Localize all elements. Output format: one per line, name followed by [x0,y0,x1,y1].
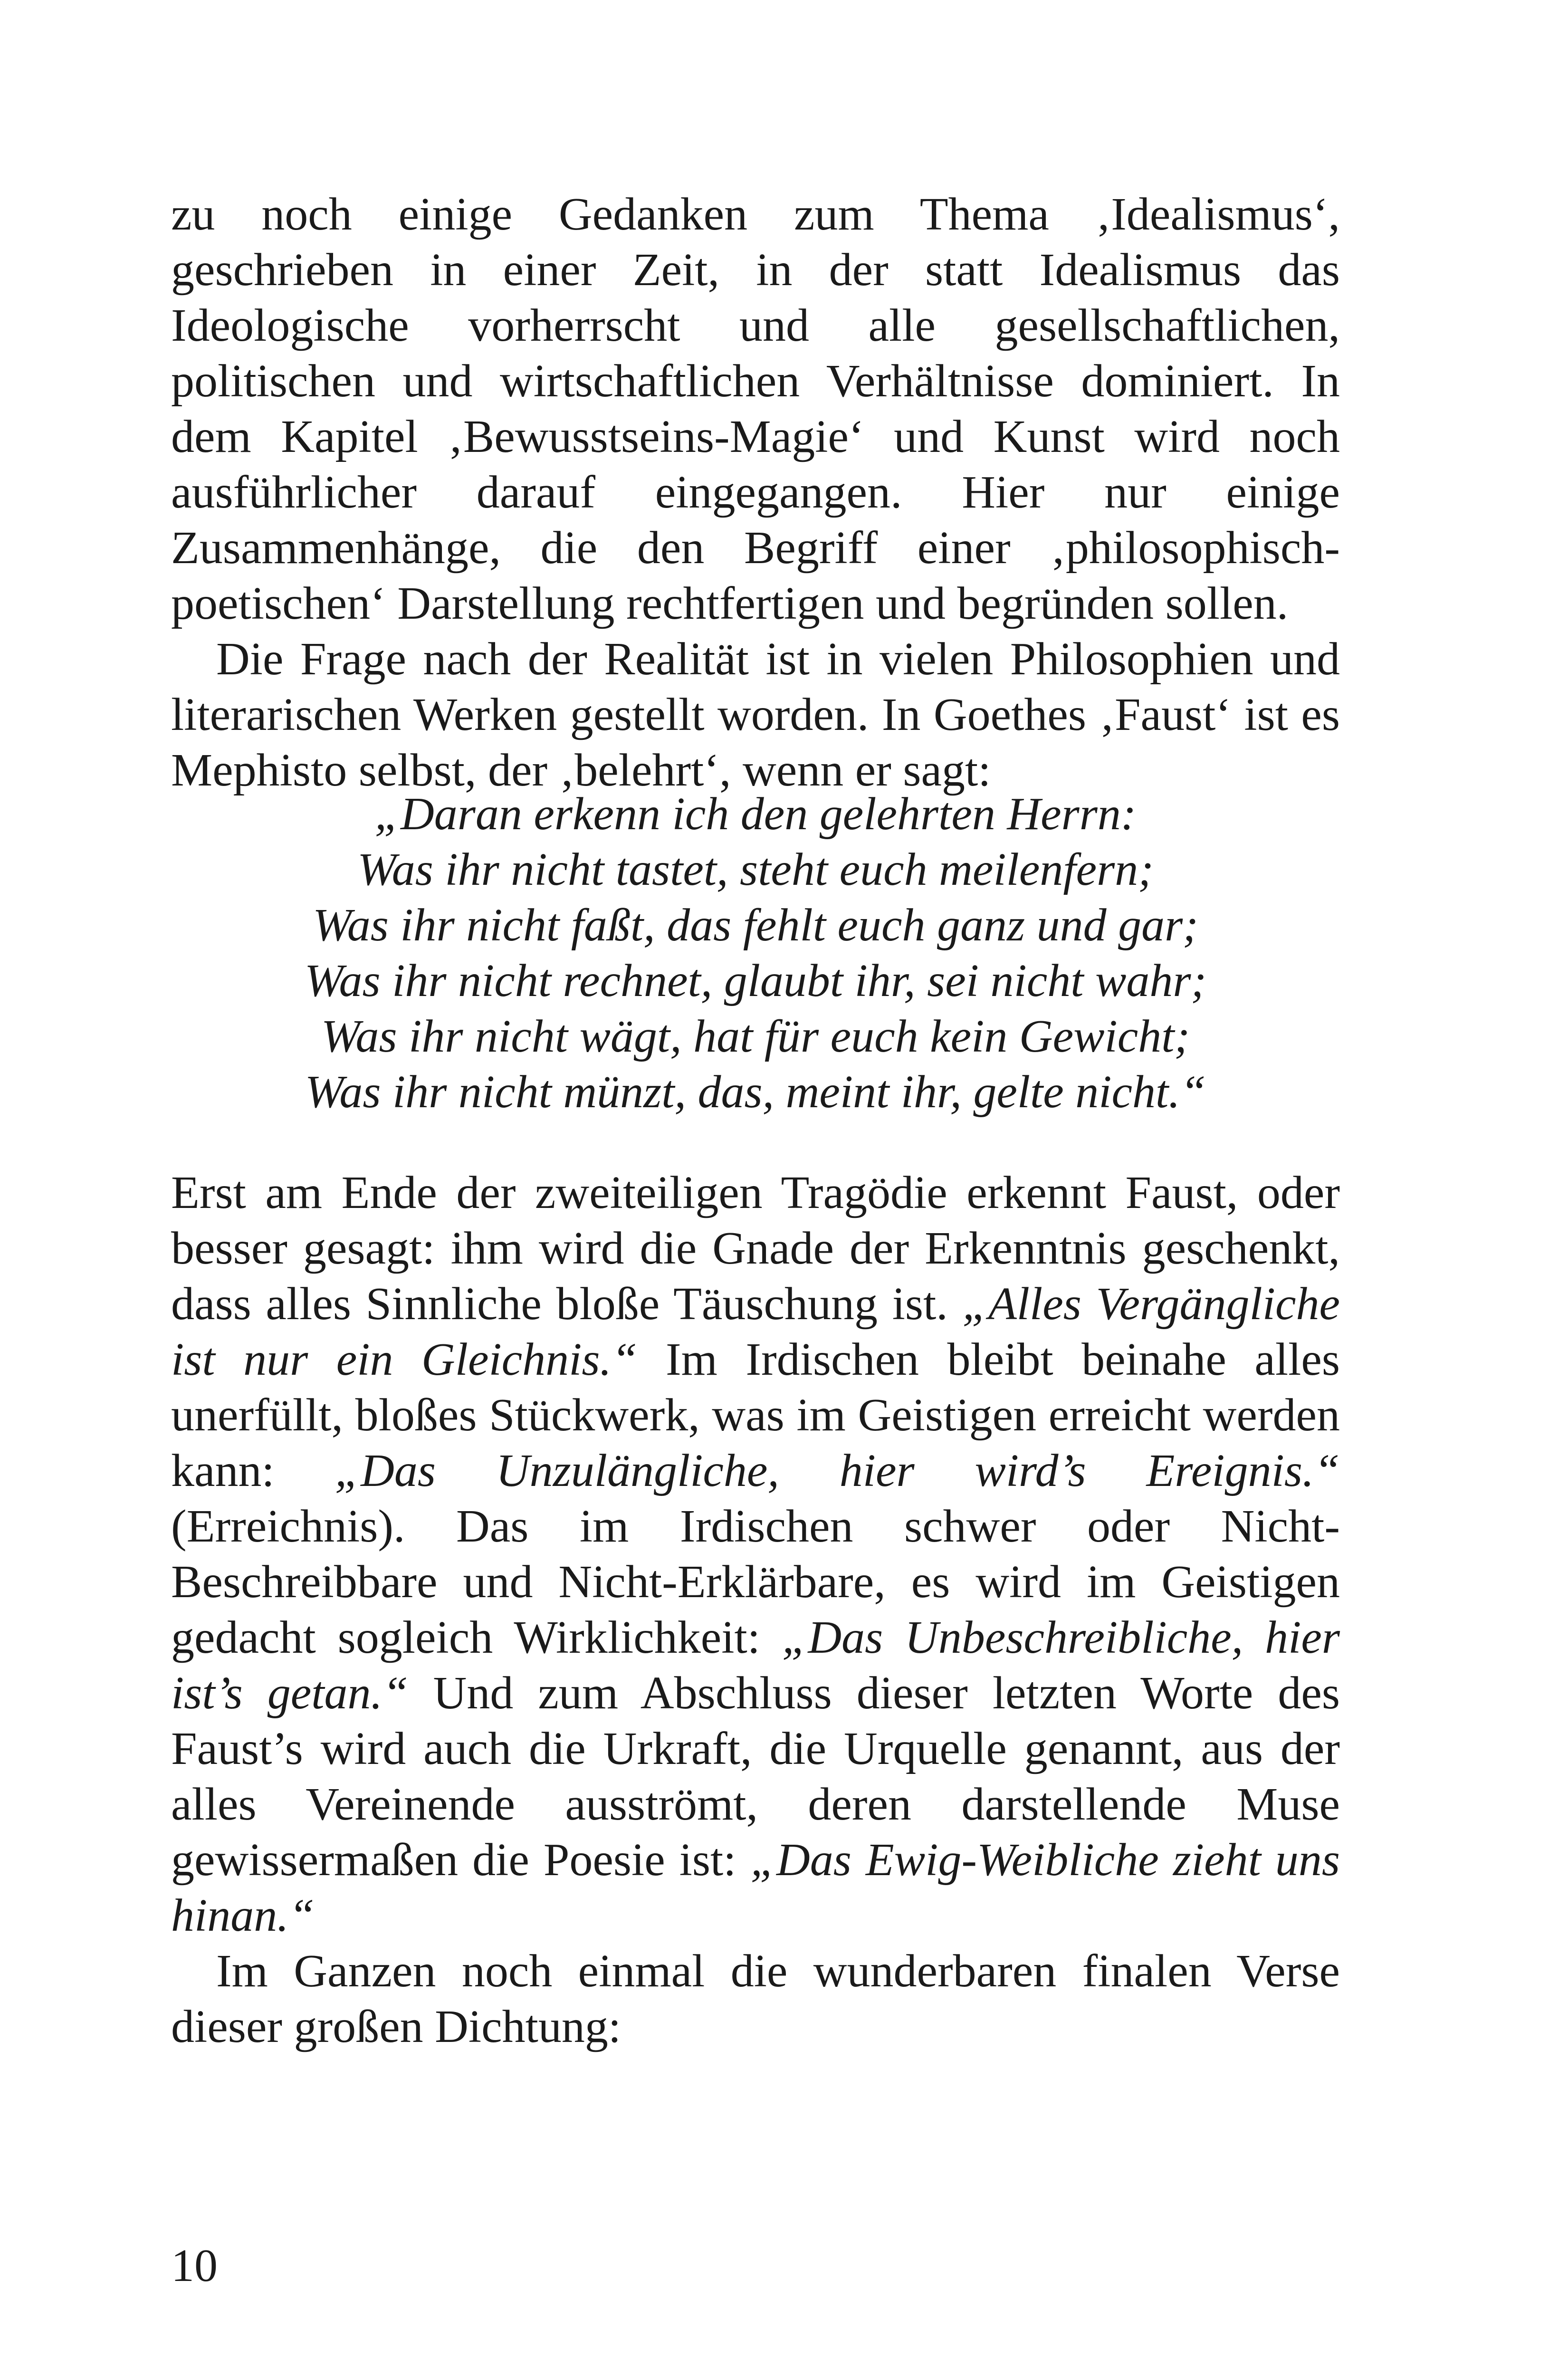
inline-quote: „Das Unzulängliche, hier wird’s Ereignis.“ [335,1445,1340,1496]
paragraph-text: Im Irdischen bleibt beinahe alles unerfüllt, bloßes Stückwerk, was im Geistigen erreicht werden kann: [171,1334,1340,1496]
inline-quote: „Alles Vergängliche ist nur ein Gleichnis.“ [171,1278,1340,1385]
inline-quote: „Das Ewig-Weibliche zieht uns hinan.“ [171,1834,1340,1941]
paragraph-realitaet: Die Frage nach der Realität ist in vielen Philosophien und literarischen Werken gestellt worden. In Goethes ‚Faust‘ ist es Mephisto selbst, der ‚belehrt‘, wenn er sagt: [171,633,1340,796]
paragraph-text: (Erreichnis). Das im Irdischen schwer oder Nicht-Beschreibbare und Nicht-Erklärbare, es wird im Geistigen gedacht sogleich Wirklichkeit: [171,1501,1340,1663]
verse-line: Was ihr nicht faßt, das fehlt euch ganz und gar; [313,900,1198,951]
paragraph-text: Und zum Abschluss dieser letzten Worte des Faust’s wird auch die Urkraft, die Urquelle genannt, aus der alles Vereinende ausströmt, deren darstellende Muse gewissermaßen die Poesie ist: [171,1667,1340,1886]
verse-line: Was ihr nicht tastet, steht euch meilenfern; [357,844,1154,895]
verse-line: Was ihr nicht münzt, das, meint ihr, gelte nicht.“ [305,1066,1206,1118]
verse-line: Was ihr nicht rechnet, glaubt ihr, sei nicht wahr; [304,955,1207,1006]
paragraph-finale-verse: Im Ganzen noch einmal die wunderbaren finalen Verse dieser großen Dichtung: [171,1945,1340,2052]
faust-quote-verse [171,786,1340,1120]
verse-line: „Daran erkenn ich den gelehrten Herrn: [374,788,1137,840]
verse-line: Was ihr nicht wägt, hat für euch kein Gewicht; [321,1011,1190,1062]
page-number: 10 [171,2240,218,2291]
lower-text-block [171,1165,1340,2055]
paragraph-text: Erst am Ende der zweiteiligen Tragödie erkennt Faust, oder besser gesagt: ihm wird die Gnade der Erkenntnis geschenkt, dass alles Sinnliche bloße Täuschung ist. [171,1167,1340,1330]
paragraph-faust-erkenntnis [171,1165,1340,1944]
inline-quote: „Das Unbeschreibliche, hier ist’s getan.“ [171,1612,1340,1719]
upper-text-block [171,187,1340,798]
paragraph-idealismus: zu noch einige Gedanken zum Thema ‚Idealismus‘, geschrieben in einer Zeit, in der statt Idealismus das Ideologische vorherrscht und alle gesellschaftlichen, politischen und wirtschaftlichen Verhältnisse dominiert. In dem Kapitel ‚Bewusstseins-Magie‘ und Kunst wird noch ausführlicher darauf eingegangen. Hier nur einige Zusammenhänge, die den Begriff einer ‚philosophisch-poetischen‘ Darstellung rechtfertigen und begründen sollen. [171,189,1340,629]
